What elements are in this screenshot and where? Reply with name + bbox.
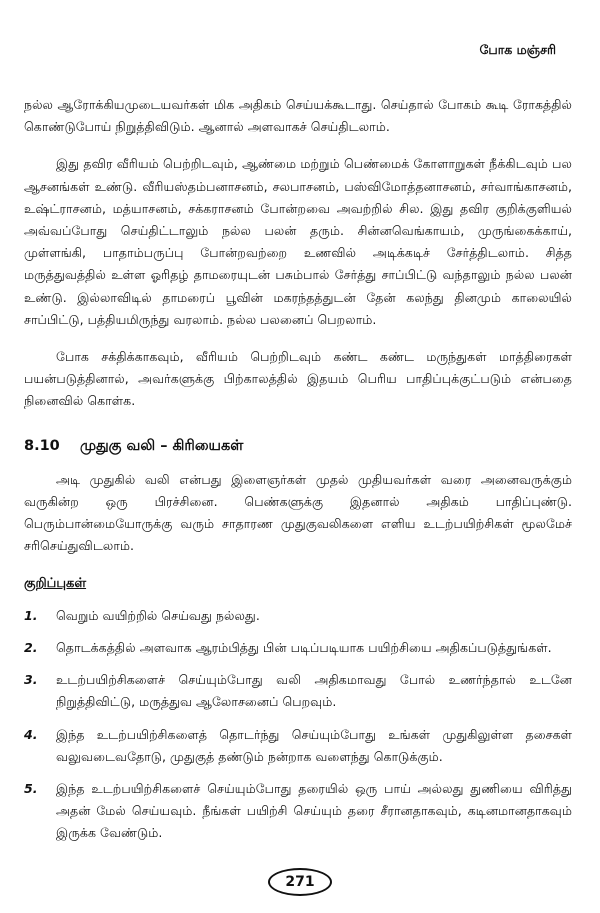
section-title: முதுகு வலி – கிரியைகள் — [80, 437, 244, 454]
paragraph-3: போக சக்திக்காகவும், வீரியம் பெற்றிடவும் கண்ட கண்ட மருந்துகள் மாத்திரைகள் பயன்படுத்தினால், அவர்களுக்கு பிற்காலத்தில் இதயம் பெரிய பாதிப்புக்குட்படும் என்பதை நினைவில் கொள்க. — [24, 349, 572, 409]
notes-list — [24, 605, 572, 845]
note-marker: 2. — [24, 640, 38, 656]
note-item — [24, 724, 572, 768]
note-marker: 3. — [24, 672, 38, 688]
note-marker: 1. — [24, 607, 38, 623]
note-text: வெறும் வயிற்றில் செய்வது நல்லது. — [56, 607, 260, 623]
running-header: போக மஞ்சரி — [479, 42, 556, 57]
notes-heading: குறிப்புகள் — [24, 575, 87, 591]
note-item — [24, 605, 572, 627]
note-text: இந்த உடற்பயிற்சிகளைச் செய்யும்போது தரையில் ஒரு பாய் அல்லது துணியை விரித்து அதன் மேல் செய்யவும். நீங்கள் பயிற்சி செய்யும் தரை சீரானதாகவும், கடினமானதாகவும் இருக்க வேண்டும். — [56, 781, 572, 841]
note-marker: 4. — [24, 726, 38, 742]
note-item — [24, 637, 572, 659]
note-marker: 5. — [24, 781, 38, 797]
section-number: 8.10 — [24, 437, 60, 454]
paragraph-2: இது தவிர வீரியம் பெற்றிடவும், ஆண்மை மற்றும் பெண்மைக் கோளாறுகள் நீக்கிடவும் பல ஆசனங்கள் உண்டு. வீரியஸ்தம்பனாசனம், சலபாசனம், பஸ்விமோத்தனாசனம், சர்வாங்காசனம், உஷ்ட்ராசனம், மத்யாசனம், சக்கராசனம் போன்றவை அவற்றில் சில. இது தவிர குறிக்குளியல் அவ்வப்போது செய்திட்டாலும் நல்ல பலன் தரும். சின்னவெங்காயம், முருங்கைக்காய், முள்ளங்கி, பாதாம்பருப்பு போன்றவற்றை உணவில் அடிக்கடிச் சேர்த்திடலாம். சித்த மருத்துவத்தில் உள்ள ஓரிதழ் தாமரையுடன் பசும்பால் சேர்த்து சாப்பிட்டு வந்தாலும் நல்ல பலன் உண்டு. இல்லாவிடில் தாமரைப் பூவின் மகரந்தத்துடன் தேன் கலந்து தினமும் காலையில் சாப்பிட்டு, பத்தியமிருந்து வரலாம். நல்ல பலனைப் பெறலாம். — [24, 156, 572, 327]
note-item — [24, 778, 572, 845]
page-number: 271 — [268, 868, 332, 896]
section-heading — [24, 435, 572, 457]
note-item — [24, 669, 572, 713]
note-text: உடற்பயிற்சிகளைச் செய்யும்போது வலி அதிகமாவது போல் உணர்ந்தால் உடனே நிறுத்திவிட்டு, மருத்துவ ஆலோசனைப் பெறவும். — [56, 672, 572, 710]
paragraph-1: நல்ல ஆரோக்கியமுடையவர்கள் மிக அதிகம் செய்யக்கூடாது. செய்தால் போகம் கூடி ரோகத்தில் கொண்டுபோய் நிறுத்திவிடும். ஆனால் அளவாகச் செய்திடலாம். — [24, 97, 572, 135]
page-body — [24, 94, 572, 855]
section-intro: அடி முதுகில் வலி என்பது இளைஞர்கள் முதல் முதியவர்கள் வரை அனைவருக்கும் வருகின்ற ஒரு பிரச்சினை. பெண்களுக்கு இதனால் அதிகம் பாதிப்புண்டு. பெரும்பான்மையோருக்கு வரும் சாதாரண முதுகுவலிகளை எளிய உடற்பயிற்சிகள் மூலமேச் சரிசெய்துவிடலாம். — [24, 471, 572, 554]
note-text: இந்த உடற்பயிற்சிகளைத் தொடர்ந்து செய்யும்போது உங்கள் முதுகிலுள்ள தசைகள் வலுவடைவதோடு, முதுகுத் தண்டும் நன்றாக வளைந்து கொடுக்கும். — [56, 726, 572, 764]
note-text: தொடக்கத்தில் அளவாக ஆரம்பித்து பின் படிப்படியாக பயிற்சியை அதிகப்படுத்துங்கள். — [56, 640, 552, 656]
